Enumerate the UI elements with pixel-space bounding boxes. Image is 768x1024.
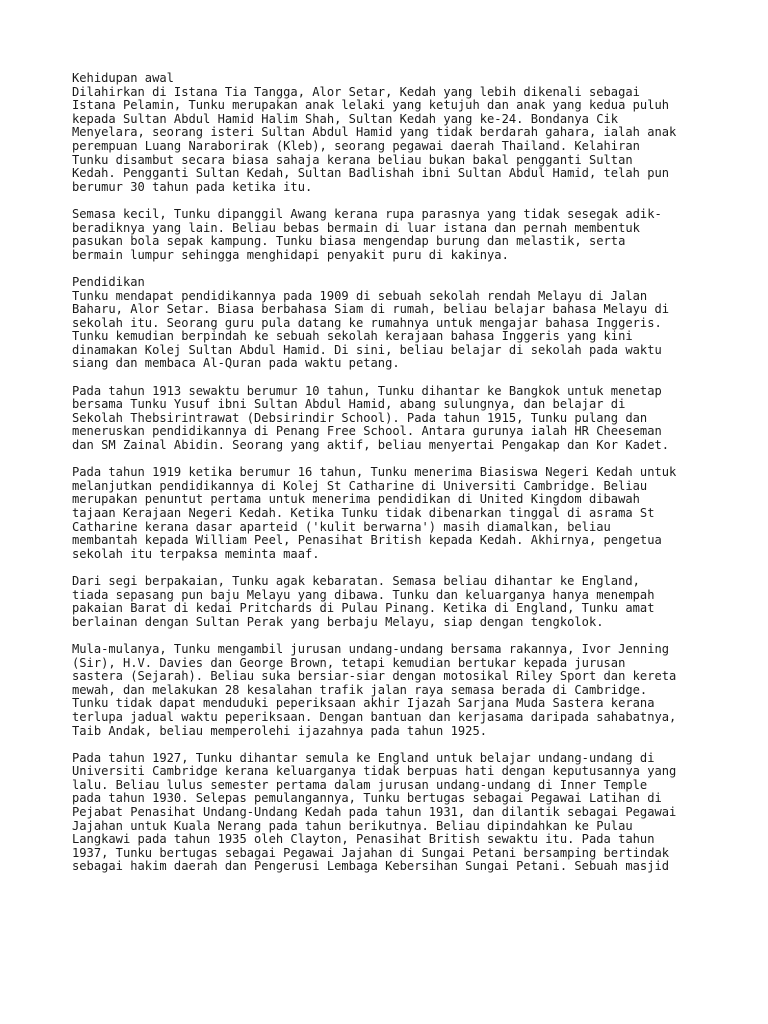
text-line: Taib Andak, beliau memperolehi ijazahnya pada tahun 1925. xyxy=(72,723,488,738)
paragraph xyxy=(72,208,732,262)
text-line: Universiti Cambridge kerana keluarganya tidak berpuas hati dengan keputusannya yang xyxy=(72,764,677,779)
text-line: Dilahirkan di Istana Tia Tangga, Alor Setar, Kedah yang lebih dikenali sebagai xyxy=(72,84,640,99)
text-line: Tunku tidak dapat menduduki peperiksaan akhir Ijazah Sarjana Muda Sastera kerana xyxy=(72,696,655,711)
text-line: Catharine kerana dasar aparteid ('kulit berwarna') masih diamalkan, beliau xyxy=(72,519,611,534)
text-line: Tunku kemudian berpindah ke sebuah sekolah kerajaan bahasa Inggeris yang kini xyxy=(72,329,633,344)
text-line: pasukan bola sepak kampung. Tunku biasa mengendap burung dan melastik, serta xyxy=(72,234,626,249)
text-line: tajaan Kerajaan Negeri Kedah. Ketika Tunku tidak dibenarkan tinggal di asrama St xyxy=(72,506,655,520)
text-line: Tunku mendapat pendidikannya pada 1909 di sebuah sekolah rendah Melayu di Jalan xyxy=(72,288,648,303)
text-line: Semasa kecil, Tunku dipanggil Awang kerana rupa parasnya yang tidak sesegak adik- xyxy=(72,206,662,221)
text-line: lalu. Beliau lulus semester pertama dalam jurusan undang-undang di Inner Temple xyxy=(72,777,648,792)
paragraph xyxy=(72,385,732,453)
text-line: pakaian Barat di kedai Pritchards di Pulau Pinang. Ketika di England, Tunku amat xyxy=(72,601,655,616)
text-line: perempuan Luang Naraborirak (Kleb), seorang pegawai daerah Thailand. Kelahiran xyxy=(72,138,640,153)
text-line: dinamakan Kolej Sultan Abdul Hamid. Di sini, beliau belajar di sekolah pada waktu xyxy=(72,342,662,357)
text-line: meneruskan pendidikannya di Penang Free School. Antara gurunya ialah HR Cheeseman xyxy=(72,424,662,439)
text-line: pada tahun 1930. Selepas pemulangannya, Tunku bertugas sebagai Pegawai Latihan di xyxy=(72,791,662,806)
text-line: Dari segi berpakaian, Tunku agak kebaratan. Semasa beliau dihantar ke England, xyxy=(72,573,640,588)
paragraph xyxy=(72,276,732,371)
paragraph xyxy=(72,466,732,561)
text-line: Kedah. Pengganti Sultan Kedah, Sultan Badlishah ibni Sultan Abdul Hamid, telah pun xyxy=(72,166,670,181)
text-line: Sekolah Thebsirintrawat (Debsirindir School). Pada tahun 1915, Tunku pulang dan xyxy=(72,410,648,425)
paragraph xyxy=(72,575,732,629)
text-line: Langkawi pada tahun 1935 oleh Clayton, Penasihat British sewaktu itu. Pada tahun xyxy=(72,832,655,847)
text-line: Pada tahun 1913 sewaktu berumur 10 tahun, Tunku dihantar ke Bangkok untuk menetap xyxy=(72,383,662,398)
text-line: mewah, dan melakukan 28 kesalahan trafik jalan raya semasa berada di Cambridge. xyxy=(72,682,648,697)
text-line: Pada tahun 1927, Tunku dihantar semula ke England untuk belajar undang-undang di xyxy=(72,750,655,765)
text-line: melanjutkan pendidikannya di Kolej St Catharine di Universiti Cambridge. Beliau xyxy=(72,478,648,493)
text-line: Menyelara, seorang isteri Sultan Abdul Hamid yang tidak berdarah gahara, ialah anak xyxy=(72,125,677,140)
text-line: beradiknya yang lain. Beliau bebas bermain di luar istana dan pernah membentuk xyxy=(72,220,640,235)
text-line: berlainan dengan Sultan Perak yang berbaju Melayu, siap dengan tengkolok. xyxy=(72,614,604,629)
text-line: terlupa jadual waktu peperiksaan. Dengan bantuan dan kerjasama daripada sahabatnya, xyxy=(72,709,677,724)
text-line: bersama Tunku Yusuf ibni Sultan Abdul Hamid, abang sulungnya, dan belajar di xyxy=(72,397,626,412)
text-line: Istana Pelamin, Tunku merupakan anak lelaki yang ketujuh dan anak yang kedua puluh xyxy=(72,98,670,113)
document-page xyxy=(72,72,732,888)
paragraph xyxy=(72,72,732,194)
text-line: sebagai hakim daerah dan Pengerusi Lembaga Kebersihan Sungai Petani. Sebuah masjid xyxy=(72,859,670,874)
text-line: (Sir), H.V. Davies dan George Brown, tetapi kemudian bertukar kepada jurusan xyxy=(72,655,626,670)
text-line: Baharu, Alor Setar. Biasa berbahasa Siam di rumah, beliau belajar bahasa Melayu di xyxy=(72,302,670,317)
text-line: Kehidupan awal xyxy=(72,71,174,85)
text-line: sekolah itu. Seorang guru pula datang ke rumahnya untuk mengajar bahasa Inggeris. xyxy=(72,315,662,330)
text-line: bermain lumpur sehingga menghidapi penyakit puru di kakinya. xyxy=(72,247,509,262)
text-line: Jajahan untuk Kuala Nerang pada tahun berikutnya. Beliau dipindahkan ke Pulau xyxy=(72,818,633,833)
paragraph xyxy=(72,752,732,874)
text-line: Pendidikan xyxy=(72,274,145,289)
text-line: dan SM Zainal Abidin. Seorang yang aktif, beliau menyertai Pengakap dan Kor Kadet. xyxy=(72,438,670,453)
paragraph xyxy=(72,643,732,738)
text-line: sastera (Sejarah). Beliau suka bersiar-siar dengan motosikal Riley Sport dan kereta xyxy=(72,669,677,684)
text-line: 1937, Tunku bertugas sebagai Pegawai Jajahan di Sungai Petani bersamping bertindak xyxy=(72,845,670,860)
text-line: siang dan membaca Al-Quran pada waktu petang. xyxy=(72,356,400,371)
text-line: Mula-mulanya, Tunku mengambil jurusan undang-undang bersama rakannya, Ivor Jenning xyxy=(72,641,670,656)
text-line: membantah kepada William Peel, Penasihat British kepada Kedah. Akhirnya, pengetua xyxy=(72,533,662,548)
text-line: sekolah itu terpaksa meminta maaf. xyxy=(72,546,320,561)
text-line: Pejabat Penasihat Undang-Undang Kedah pada tahun 1931, dan dilantik sebagai Pegawai xyxy=(72,805,677,820)
text-line: kepada Sultan Abdul Hamid Halim Shah, Sultan Kedah yang ke-24. Bondanya Cik xyxy=(72,111,619,126)
text-line: berumur 30 tahun pada ketika itu. xyxy=(72,179,313,194)
text-line: Tunku disambut secara biasa sahaja kerana beliau bukan bakal pengganti Sultan xyxy=(72,152,633,167)
text-line: tiada sepasang pun baju Melayu yang dibawa. Tunku dan keluarganya hanya menempah xyxy=(72,587,655,602)
text-line: merupakan penuntut pertama untuk menerima pendidikan di United Kingdom dibawah xyxy=(72,492,640,507)
text-line: Pada tahun 1919 ketika berumur 16 tahun, Tunku menerima Biasiswa Negeri Kedah untuk xyxy=(72,465,677,480)
